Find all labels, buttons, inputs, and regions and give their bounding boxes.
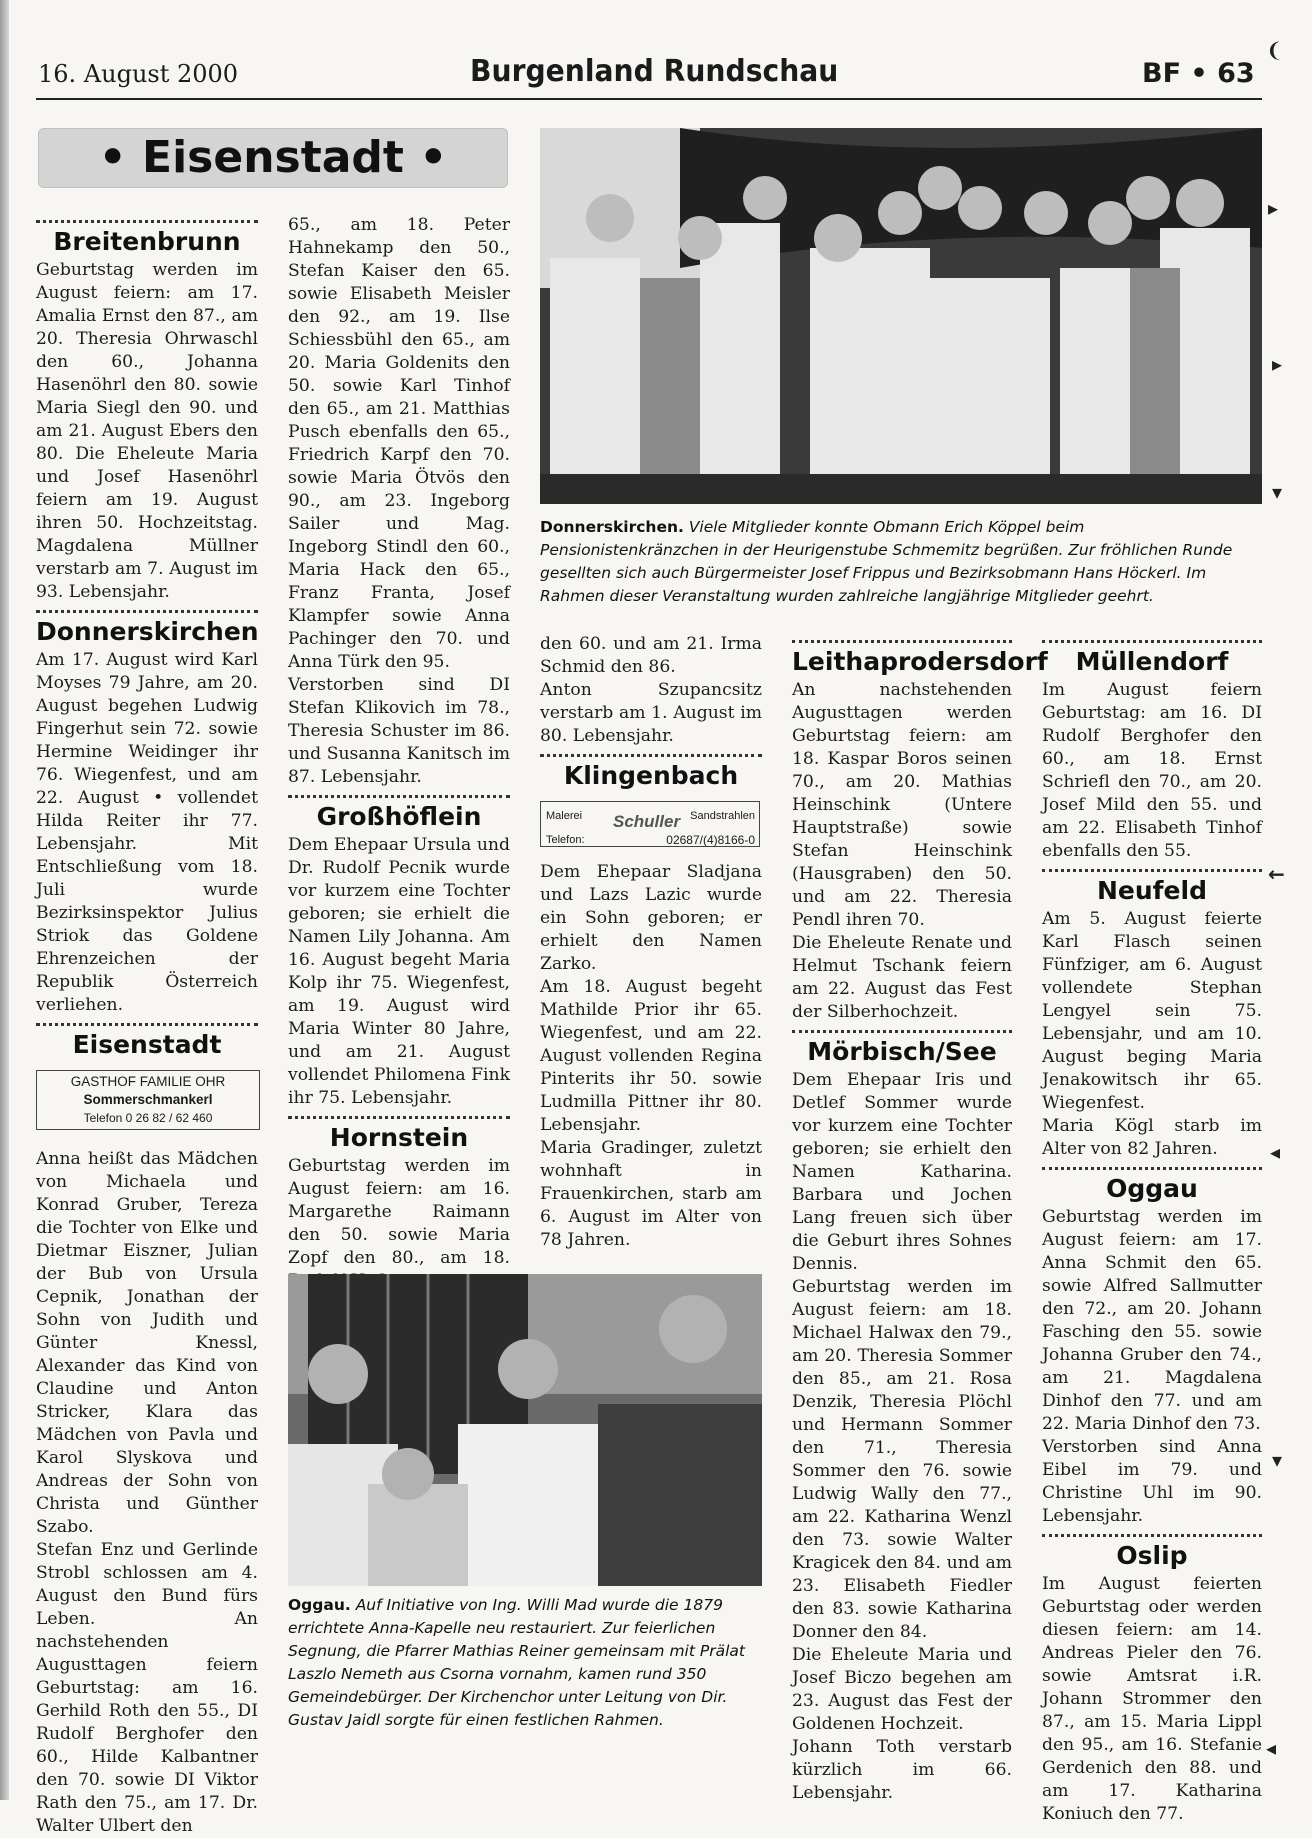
article-klingenbach bbox=[540, 754, 762, 1252]
ad-phone: 02687/(4)8166-0 bbox=[666, 833, 755, 847]
article-text: Verstorben sind DI Stefan Klikovich im 78., Theresia Schuster im 86. und Susanna Kanitsch im 87. Lebensjahr. bbox=[288, 675, 510, 787]
article-text: An nachstehenden Augusttagen werden Geburtstag feiern: am 18. Kaspar Boros seinen 70., am 20. Mathias Heinschink (Untere Hauptstraße) sowie Stefan Heinschink (Hausgraben) den 50. und am 22. Theresia Pendl ihren 70. bbox=[792, 680, 1012, 930]
article-text: Dem Ehepaar Sladjana und Lazs Lazic wurde ein Sohn geboren; er erhielt den Namen Zarko. bbox=[540, 862, 762, 974]
article-donnerskirchen bbox=[36, 610, 258, 1017]
article-text: den 60. und am 21. Irma Schmid den 86. bbox=[540, 634, 762, 677]
article-text: Geburtstag werden im August feiern: am 18. Michael Halwax den 79., am 20. Theresia Sommer den 85., am 21. Rosa Denzik, Theresia Plöchl und Hermann Sommer den 71., Theresia Sommer den 76. sowie Ludwig Wally den 77., am 22. Katharina Wenzl den 73. sowie Walter Kragicek den 84. und am 23. Elisabeth Fiedler den 83. sowie Katharina Donner den 84. bbox=[792, 1277, 1012, 1642]
margin-mark-icon: ▸ bbox=[1268, 196, 1279, 220]
article-heading: Leithaprodersdorf bbox=[792, 647, 1048, 676]
header-rule bbox=[36, 98, 1262, 100]
margin-mark-icon: ← bbox=[1268, 862, 1285, 886]
article-heading: Neufeld bbox=[1097, 876, 1207, 905]
article-text: Maria Gradinger, zuletzt wohnhaft in Frauenkirchen, starb am 6. August im Alter von 78 Jahren. bbox=[540, 1138, 762, 1250]
article-text: Dem Ehepaar Iris und Detlef Sommer wurde vor kurzem eine Tochter geboren; sie erhielt den Namen Katharina. Barbara und Jochen Lang freuen sich über die Geburt ihres Sohnes Dennis. bbox=[792, 1070, 1012, 1274]
article-hornstein bbox=[288, 1116, 510, 1293]
newspaper-title: Burgenland Rundschau bbox=[470, 54, 839, 89]
article-oggau bbox=[1042, 1167, 1262, 1528]
article-heading: Eisenstadt bbox=[72, 1030, 222, 1059]
margin-mark-icon: ❨ bbox=[1266, 38, 1283, 62]
ad-schuller bbox=[540, 801, 760, 847]
column-4 bbox=[792, 640, 1048, 1805]
column-3 bbox=[540, 633, 762, 1252]
article-breitenbrunn bbox=[36, 220, 258, 604]
article-text: Dem Ehepaar Ursula und Dr. Rudolf Pecnik wurde vor kurzem eine Tochter geboren; sie erhielt die Namen Lily Johanna. Am 16. August begeht Maria Kolp ihr 75. Wiegenfest, am 19. August wird Maria Winter 80 Jahre, und am 21. August vollendet Philomena Fink ihr 75. Lebensjahr. bbox=[288, 835, 510, 1108]
article-text: Im August feiern Geburtstag: am 16. DI Rudolf Berghofer den 60., am 18. Ernst Schriefl den 70., am 20. Josef Mild den 55. und am 22. Elisabeth Tinhof ebenfalls den 55. bbox=[1042, 680, 1262, 861]
article-text: Die Eheleute Maria und Josef Biczo begehen am 23. August das Fest der Goldenen Hochzeit. bbox=[792, 1645, 1012, 1734]
article-text: Anton Szupancsitz verstarb am 1. August im 80. Lebensjahr. bbox=[540, 680, 762, 746]
article-text: Am 5. August feierte Karl Flasch seinen Fünfziger, am 6. August vollendete Stephan Lengyel sein 75. Lebensjahr, und am 10. August beging Maria Jenakowitsch ihr 65. Wiegenfest. bbox=[1042, 909, 1262, 1113]
ad-text: Telefon: bbox=[546, 834, 585, 846]
article-text: Am 18. August begeht Mathilde Prior ihr 65. Wiegenfest, und am 22. August vollenden Regina Pinterits ihr 50. sowie Ludmilla Pittner ihr 80. Lebensjahr. bbox=[540, 977, 762, 1135]
article-heading: Oggau bbox=[1106, 1174, 1198, 1203]
column-5 bbox=[1042, 640, 1262, 1826]
caption-place: Oggau. bbox=[288, 1596, 351, 1614]
article-heading: Breitenbrunn bbox=[53, 227, 241, 256]
ad-text: Sandstrahlen bbox=[690, 810, 755, 822]
photo-caption-oggau bbox=[288, 1594, 762, 1732]
article-text: Stefan Enz und Gerlinde Strobl schlossen am 4. August den Bund fürs Leben. An nachstehenden Augusttagen feiern Geburtstag: am 16. Gerhild Roth den 55., DI Rudolf Berghofer den 60., Hilde Kalbantner den 70. sowie DI Viktor Rath den 75., am 17. Dr. Walter Ulbert den bbox=[36, 1540, 258, 1836]
article-text: Johann Toth verstarb kürzlich im 66. Lebensjahr. bbox=[792, 1737, 1012, 1803]
article-grosshoeflein bbox=[288, 795, 510, 1110]
issue-date: 16. August 2000 bbox=[38, 60, 239, 88]
article-text: Geburtstag werden im August feiern: am 17. Amalia Ernst den 87., am 20. Theresia Ohrwaschl den 60., Johanna Hasenöhrl den 80. sowie Maria Siegl den 90. und am 21. August Ebers den 80. Die Eheleute Maria und Josef Hasenöhrl feiern am 19. August ihren 50. Hochzeitstag. Magdalena Müllner verstarb am 7. August im 93. Lebensjahr. bbox=[36, 260, 258, 602]
article-text: Maria Kögl starb im Alter von 82 Jahren. bbox=[1042, 1116, 1262, 1159]
article-text: Am 17. August wird Karl Moyses 79 Jahre, am 20. August begehen Ludwig Fingerhut sein 72. sowie Hermine Weidinger ihr 76. Wiegenfest, und am 22. August • vollendet Hilda Reiter ihr 77. Lebensjahr. Mit Entschließung vom 18. Juli wurde Bezirksinspektor Julius Striok das Goldene Ehrenzeichen der Republik Österreich verliehen. bbox=[36, 650, 258, 1015]
margin-mark-icon: ◂ bbox=[1270, 1140, 1281, 1164]
ad-line: Sommerschmankerl bbox=[83, 1092, 213, 1107]
article-heading: Hornstein bbox=[329, 1123, 469, 1152]
ad-gasthof-ohr bbox=[36, 1070, 260, 1130]
margin-mark-icon: ▸ bbox=[1272, 352, 1283, 376]
article-heading: Donnerskirchen bbox=[36, 617, 259, 646]
article-heading: Oslip bbox=[1116, 1541, 1188, 1570]
article-muellendorf bbox=[1042, 640, 1262, 863]
column-1 bbox=[36, 220, 258, 1838]
schuller-logo: Schuller bbox=[613, 812, 681, 831]
article-oslip bbox=[1042, 1534, 1262, 1826]
article-eisenstadt bbox=[36, 1023, 258, 1838]
group-photo-donnerskirchen bbox=[540, 128, 1262, 504]
article-text: 65., am 18. Peter Hahnekamp den 50., Stefan Kaiser den 65. sowie Elisabeth Meisler den 92., am 19. Ilse Schiessbühl den 65., am 20. Maria Goldenits den 50. sowie Karl Tinhof den 65., am 21. Matthias Pusch ebenfalls den 65., Friedrich Karpf den 70. sowie Maria Ötvös den 90., am 23. Ingeborg Sailer und Mag. Ingeborg Stindl den 60., Maria Hack den 65., Franz Franta, Josef Klampfer sowie Anna Pachinger den 70. und Anna Türk den 95. bbox=[288, 215, 510, 672]
section-banner: • Eisenstadt • bbox=[38, 128, 508, 188]
article-text: Anna heißt das Mädchen von Michaela und Konrad Gruber, Tereza die Tochter von Elke und Dietmar Eiszner, Julian der Bub von Ursula Cepnik, Jonathan der Sohn von Judith und Günter Knessl, Alexander das Kind von Claudine und Anton Stricker, Klara das Mädchen von Pavla und Karol Slyskova und Andreas der Sohn von Christa und Günther Szabo. bbox=[36, 1149, 258, 1537]
article-heading: Klingenbach bbox=[563, 761, 739, 790]
scan-edge bbox=[0, 0, 9, 1800]
photo-caption-donnerskirchen bbox=[540, 516, 1262, 608]
column-2 bbox=[288, 214, 510, 1293]
article-moerbisch bbox=[792, 1030, 1012, 1805]
caption-text: Viele Mitglieder konnte Obmann Erich Köppel beim Pensionistenkränzchen in der Heurigenstube Schmemitz begrüßen. Zur fröhlichen Runde gesellten sich auch Bürgermeister Josef Frippus und Bezirksobmann Hans Höckerl. Im Rahmen dieser Veranstaltung wurden zahlreiche langjährige Mitglieder geehrt. bbox=[540, 518, 1233, 605]
caption-place: Donnerskirchen. bbox=[540, 518, 684, 536]
article-heading: Großhöflein bbox=[316, 802, 482, 831]
margin-mark-icon: ▾ bbox=[1272, 480, 1283, 504]
page-number: BF • 63 bbox=[1142, 58, 1255, 89]
article-neufeld bbox=[1042, 869, 1262, 1161]
ad-line: GASTHOF FAMILIE OHR bbox=[70, 1074, 226, 1089]
ad-text: Malerei bbox=[546, 810, 583, 822]
group-photo-image bbox=[540, 128, 1262, 504]
margin-mark-icon: ▾ bbox=[1272, 1448, 1283, 1472]
article-heading: Müllendorf bbox=[1075, 647, 1229, 676]
photo-oggau-chapel bbox=[288, 1274, 762, 1586]
ad-phone: Telefon 0 26 82 / 62 460 bbox=[83, 1111, 213, 1125]
article-leithaprodersdorf bbox=[792, 640, 1048, 1024]
article-text: Geburtstag werden im August feiern: am 17. Anna Schmit den 65. sowie Alfred Sallmutter den 72., am 20. Johann Fasching den 55. sowie Johanna Gruber den 74., am 21. Magdalena Dinhof den 77. und am 22. Maria Dinhof den 73. bbox=[1042, 1207, 1262, 1434]
article-text: Die Eheleute Renate und Helmut Tschank feiern am 22. August das Fest der Silberhochzeit. bbox=[792, 933, 1012, 1022]
chapel-photo-image bbox=[288, 1274, 762, 1586]
article-text: Geburtstag werden im August feiern: am 16. Margarethe Raimann den 50. sowie Maria Zopf den 80., am 18. bbox=[288, 1156, 510, 1268]
caption-text: Auf Initiative von Ing. Willi Mad wurde die 1879 errichtete Anna-Kapelle neu restauriert. Zur feierlichen Segnung, die Pfarrer Mathias Reiner gemeinsam mit Prälat Laszlo Nemeth aus Csorna vornahm, kamen rund 350 Gemeindebürger. Der Kirchenchor unter Leitung von Dir. Gustav Jaidl sorgte für einen festlichen Rahmen. bbox=[288, 1596, 745, 1729]
article-text: Im August feierten Geburtstag oder werden diesen feiern: am 14. Andreas Pieler den 76. sowie Amtsrat i.R. Johann Strommer den 87., am 15. Maria Lippl den 95., am 16. Stefanie Gerdenich den 88. und am 17. Katharina Koniuch den 77. bbox=[1042, 1574, 1262, 1824]
margin-mark-icon: ◂ bbox=[1266, 1736, 1277, 1760]
article-text: Verstorben sind Anna Eibel im 79. und Christine Uhl im 90. Lebensjahr. bbox=[1042, 1437, 1262, 1526]
article-heading: Mörbisch/See bbox=[807, 1037, 997, 1066]
